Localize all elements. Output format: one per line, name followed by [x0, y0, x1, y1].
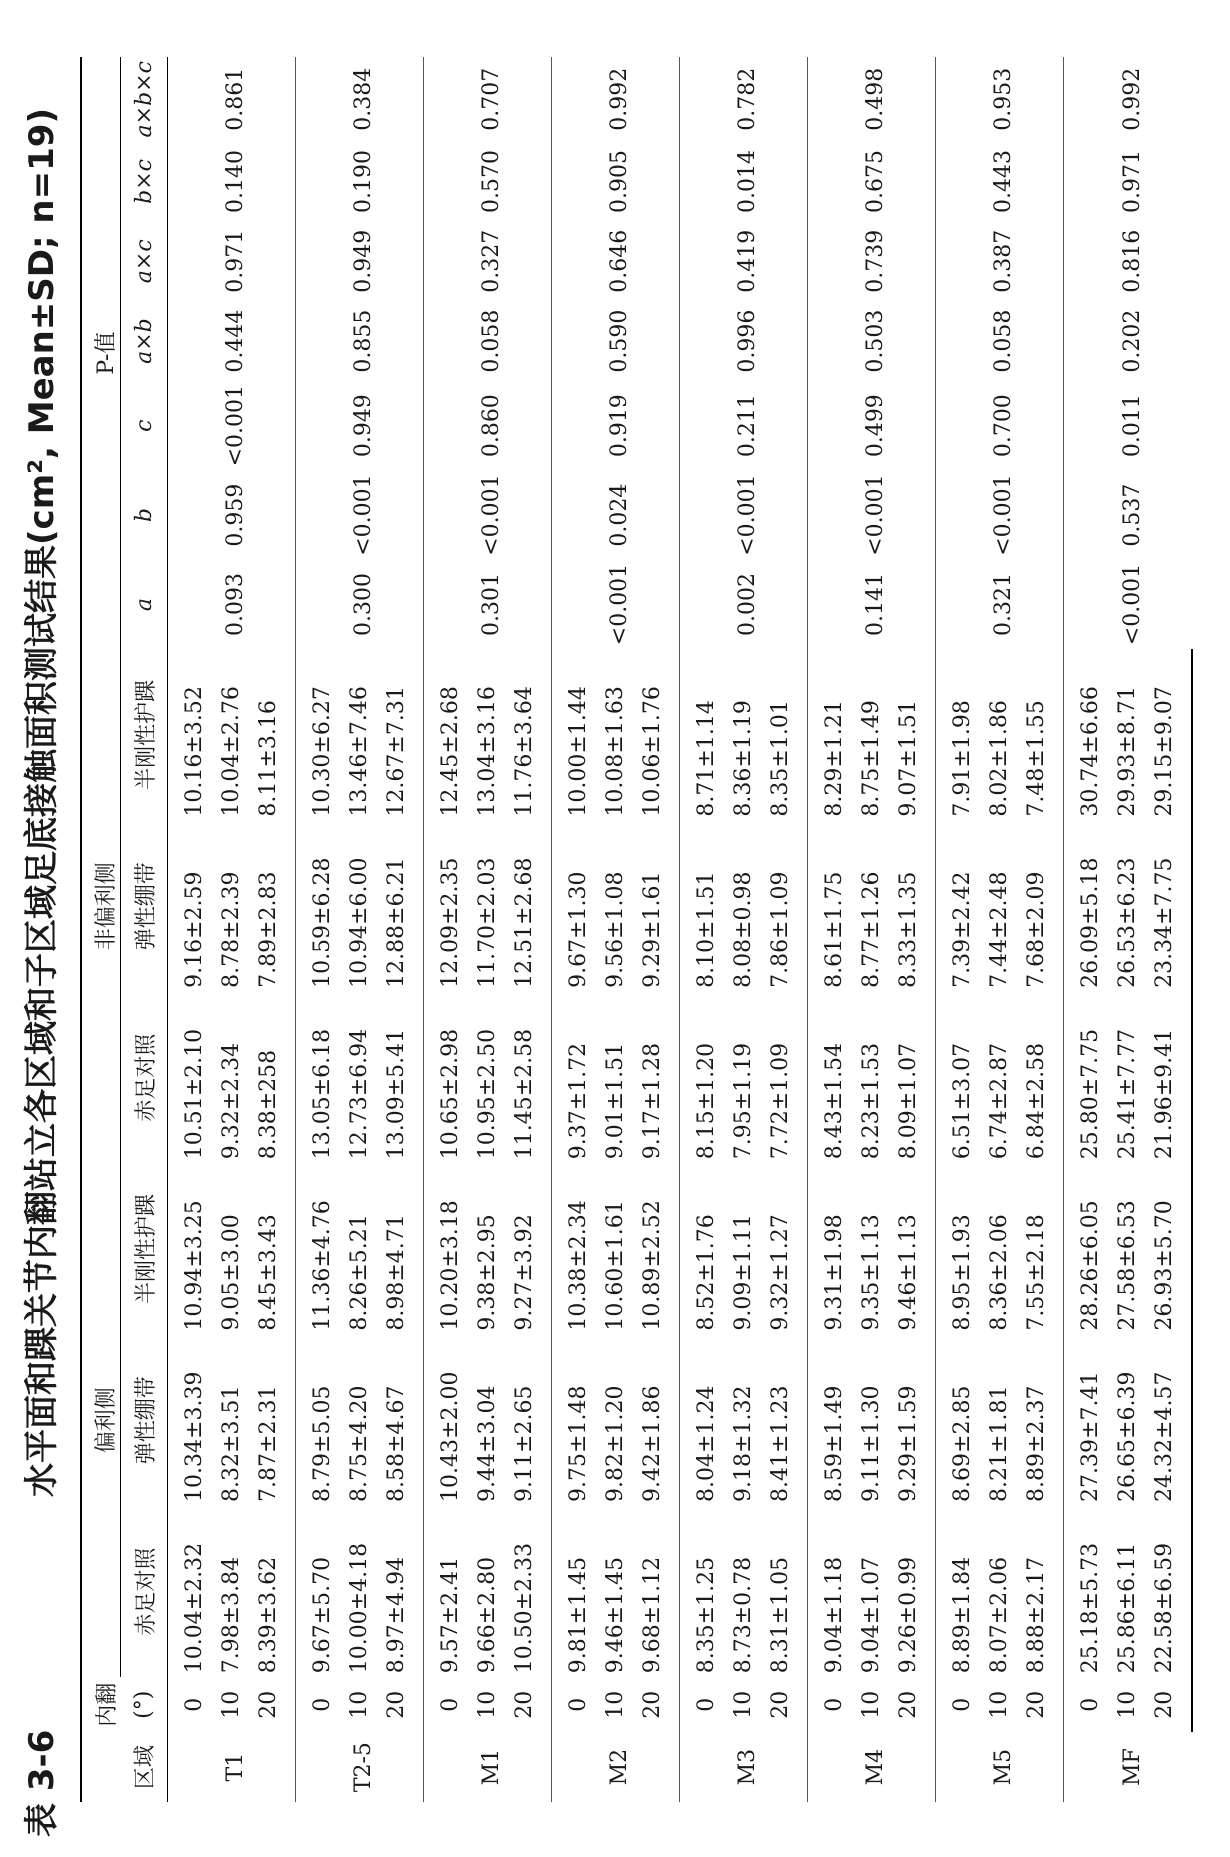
p-value-cell: <0.001	[223, 384, 248, 467]
inversion-angle: 10	[859, 1690, 884, 1719]
nondominant-value: 9.56±1.08	[603, 871, 628, 988]
table-row	[680, 57, 726, 1802]
region-label: MF	[1064, 1732, 1193, 1802]
dominant-value: 27.39±7.41	[1064, 1335, 1110, 1506]
p-value-cell: 0.093	[223, 573, 248, 637]
dominant-value: 8.79±5.05	[296, 1335, 342, 1506]
header-p-c: c	[121, 381, 168, 470]
dominant-value: 8.52±1.76	[680, 1163, 726, 1334]
dominant-value: 22.58±6.59	[1146, 1506, 1192, 1677]
nondominant-value: 7.95±1.19	[731, 1042, 756, 1160]
p-value-cell: 0.202	[1064, 301, 1193, 381]
nondominant-value: 9.32±2.34	[219, 1042, 244, 1160]
p-value-cell: 0.996	[680, 301, 808, 381]
dominant-value: 26.93±5.70	[1146, 1163, 1192, 1334]
inversion-angle: 10	[987, 1690, 1012, 1719]
nondominant-value: 9.16±2.59	[182, 871, 207, 988]
nondominant-value: 10.59±6.28	[296, 821, 342, 992]
nondominant-value: 8.11±3.16	[256, 700, 281, 817]
dominant-value: 8.88±2.17	[1024, 1556, 1049, 1674]
dominant-value: 25.18±5.73	[1064, 1506, 1110, 1677]
dominant-value: 8.04±1.24	[680, 1335, 726, 1506]
table-body	[168, 57, 1193, 1802]
inversion-angle: 10	[475, 1690, 500, 1719]
dominant-value: 10.04±2.32	[182, 1542, 207, 1674]
dominant-value: 8.97±4.94	[384, 1556, 409, 1674]
header-nondominant-side: 非偏利侧	[81, 649, 121, 1163]
header-p-a: a	[121, 560, 168, 649]
nondominant-value: 10.94±6.00	[347, 857, 372, 988]
nondominant-value: 10.95±2.50	[475, 1028, 500, 1160]
header-inversion-top: 内翻	[81, 1677, 121, 1732]
nondominant-value: 8.71±1.14	[680, 649, 726, 820]
nondominant-value: 13.46±7.46	[347, 686, 372, 817]
table-title: 水平面和踝关节内翻站立各区域和子区域足底接触面积测试结果(cm², Mean±SD; n=19)	[22, 108, 62, 1497]
p-value-cell: 0.387	[936, 221, 1064, 301]
nondominant-value: 8.35±1.01	[768, 700, 793, 817]
nondominant-value: 12.45±2.68	[424, 649, 470, 820]
nondominant-value: 23.34±7.75	[1146, 821, 1192, 992]
dominant-value: 8.73±0.78	[731, 1556, 756, 1674]
dominant-value: 8.07±2.06	[987, 1556, 1012, 1674]
nondominant-value: 11.45±2.58	[512, 1028, 537, 1160]
dominant-value: 9.11±1.30	[859, 1385, 884, 1502]
header-dom-barefoot: 赤足对照	[121, 1506, 168, 1677]
dominant-value: 10.38±2.34	[552, 1163, 598, 1334]
inversion-angle: 0	[808, 1677, 854, 1732]
nondominant-value: 26.09±5.18	[1064, 821, 1110, 992]
dominant-value: 26.65±6.39	[1115, 1371, 1140, 1502]
p-value-cell: 0.419	[680, 221, 808, 301]
p-value-cell: 0.211	[680, 381, 808, 470]
nondominant-value: 21.96±9.41	[1146, 992, 1192, 1163]
dominant-value: 8.21±1.81	[987, 1385, 1012, 1502]
header-region-label: 区域	[121, 1732, 168, 1802]
p-value-cell: <0.001	[680, 470, 808, 559]
nondominant-value: 7.39±2.42	[936, 821, 982, 992]
nondominant-value: 8.77±1.26	[859, 871, 884, 988]
nondominant-value: 12.88±6.21	[384, 857, 409, 988]
dominant-value: 10.00±4.18	[347, 1542, 372, 1674]
dominant-value: 9.04±1.18	[808, 1506, 854, 1677]
nondominant-value: 6.74±2.87	[987, 1042, 1012, 1160]
nondominant-value: 12.09±2.35	[424, 821, 470, 992]
p-value-cell: 0.011	[1064, 381, 1193, 470]
table-number: 表 3-6	[22, 1729, 62, 1837]
p-value-cell: 0.499	[808, 381, 936, 470]
dominant-value: 9.35±1.13	[859, 1214, 884, 1331]
p-value-cell: <0.001	[424, 470, 552, 559]
dominant-value: 8.95±1.93	[936, 1163, 982, 1334]
p-value-cell: 0.058	[936, 301, 1064, 381]
p-value-cell: 0.537	[1064, 470, 1193, 559]
p-value-cell: 0.443	[936, 142, 1064, 222]
p-value-cell: 0.971	[223, 229, 248, 293]
nondominant-value: 9.01±1.51	[603, 1042, 628, 1160]
header-dom-elastic-bandage: 弹性绷带	[121, 1335, 168, 1506]
dominant-value: 8.45±3.43	[256, 1214, 281, 1331]
header-nondom-elastic-bandage: 弹性绷带	[121, 821, 168, 992]
nondominant-value: 12.51±2.68	[512, 857, 537, 988]
nondominant-value: 6.51±3.07	[936, 992, 982, 1163]
dominant-value: 9.81±1.45	[552, 1506, 598, 1677]
nondominant-value: 10.16±3.52	[182, 686, 207, 817]
inversion-angle: 20	[512, 1690, 537, 1719]
header-nondom-barefoot: 赤足对照	[121, 992, 168, 1163]
nondominant-value: 8.08±0.98	[731, 871, 756, 988]
dominant-value: 8.41±1.23	[768, 1385, 793, 1502]
dominant-value: 9.75±1.48	[552, 1335, 598, 1506]
nondominant-value: 9.67±1.30	[552, 821, 598, 992]
nondominant-value: 7.48±1.55	[1024, 700, 1049, 817]
nondominant-value: 7.44±2.48	[987, 871, 1012, 988]
inversion-angle: 10	[1115, 1690, 1140, 1719]
header-p-axc: a×c	[121, 221, 168, 301]
nondominant-value: 10.51±2.10	[182, 1028, 207, 1160]
p-value-cell: 0.301	[424, 560, 552, 649]
p-value-cell: 0.570	[424, 142, 552, 222]
inversion-angle: 20	[768, 1690, 793, 1719]
header-dom-semirigid-brace: 半刚性护踝	[121, 1163, 168, 1334]
nondominant-value: 29.15±9.07	[1146, 649, 1192, 820]
dominant-value: 28.26±6.05	[1064, 1163, 1110, 1334]
p-value-cell: 0.816	[1064, 221, 1193, 301]
p-value-cell: 0.646	[552, 221, 680, 301]
dominant-value: 8.39±3.62	[256, 1556, 281, 1674]
dominant-value: 24.32±4.57	[1146, 1335, 1192, 1506]
p-value-cell: 0.590	[552, 301, 680, 381]
nondominant-value: 26.53±6.23	[1115, 857, 1140, 988]
dominant-value: 9.46±1.13	[896, 1214, 921, 1331]
dominant-value: 25.86±6.11	[1115, 1542, 1140, 1674]
p-value-cell: 0.384	[296, 57, 424, 142]
dominant-value: 10.20±3.18	[424, 1163, 470, 1334]
p-value-cell: 0.971	[1064, 142, 1193, 222]
nondominant-value: 8.78±2.39	[219, 871, 244, 988]
p-value-cell: <0.001	[296, 470, 424, 559]
header-p-axbxc: a×b×c	[121, 57, 168, 142]
nondominant-value: 12.67±7.31	[384, 686, 409, 817]
nondominant-value: 11.70±2.03	[475, 857, 500, 988]
nondominant-value: 8.38±258	[256, 1049, 281, 1160]
inversion-angle: 0	[552, 1677, 598, 1732]
p-value-cell: 0.190	[296, 142, 424, 222]
region-label: M3	[680, 1732, 808, 1802]
inversion-angle: 10	[219, 1690, 244, 1719]
dominant-value: 9.11±2.65	[512, 1385, 537, 1502]
dominant-value: 9.04±1.07	[859, 1556, 884, 1674]
nondominant-value: 7.68±2.09	[1024, 871, 1049, 988]
header-nondom-semirigid-brace: 半刚性护踝	[121, 649, 168, 820]
nondominant-value: 8.61±1.75	[808, 821, 854, 992]
nondominant-value: 8.10±1.51	[680, 821, 726, 992]
nondominant-value: 8.33±1.35	[896, 871, 921, 988]
dominant-value: 10.34±3.39	[182, 1371, 207, 1502]
nondominant-value: 25.80±7.75	[1064, 992, 1110, 1163]
inversion-angle: 20	[1024, 1690, 1049, 1719]
dominant-value: 8.36±2.06	[987, 1214, 1012, 1331]
header-region	[81, 1732, 121, 1802]
inversion-angle: 0	[296, 1677, 342, 1732]
dominant-value: 9.26±0.99	[896, 1556, 921, 1674]
dominant-value: 9.09±1.11	[731, 1214, 756, 1331]
p-value-cell: 0.675	[808, 142, 936, 222]
dominant-value: 8.35±1.25	[680, 1506, 726, 1677]
nondominant-value: 29.93±8.71	[1115, 686, 1140, 817]
nondominant-value: 7.89±2.83	[256, 871, 281, 988]
nondominant-value: 13.09±5.41	[384, 1028, 409, 1160]
dominant-value: 8.69±2.85	[936, 1335, 982, 1506]
p-value-cell: 0.300	[296, 560, 424, 649]
dominant-value: 8.89±1.84	[936, 1506, 982, 1677]
dominant-value: 9.82±1.20	[603, 1385, 628, 1502]
dominant-value: 8.89±2.37	[1024, 1385, 1049, 1502]
header-p-axb: a×b	[121, 301, 168, 381]
p-value-cell: 0.014	[680, 142, 808, 222]
p-value-cell: 0.992	[552, 57, 680, 142]
p-value-cell: 0.327	[424, 221, 552, 301]
nondominant-value: 10.08±1.63	[603, 686, 628, 817]
dominant-value: 27.58±6.53	[1115, 1200, 1140, 1331]
nondominant-value: 9.17±1.28	[640, 1042, 665, 1160]
region-label: M5	[936, 1732, 1064, 1802]
p-value-cell: <0.001	[936, 470, 1064, 559]
dominant-value: 8.26±5.21	[347, 1214, 372, 1331]
dominant-value: 9.18±1.32	[731, 1385, 756, 1502]
p-value-cell: <0.001	[808, 470, 936, 559]
dominant-value: 10.43±2.00	[424, 1335, 470, 1506]
inversion-angle: 10	[731, 1690, 756, 1719]
nondominant-value: 8.75±1.49	[859, 700, 884, 817]
dominant-value: 9.27±3.92	[512, 1214, 537, 1331]
nondominant-value: 10.06±1.76	[640, 686, 665, 817]
header-inversion-unit: (°)	[121, 1677, 168, 1732]
p-value-cell: 0.860	[424, 381, 552, 470]
nondominant-value: 7.72±1.09	[768, 1042, 793, 1160]
region-label: T1	[223, 1752, 248, 1782]
p-value-cell: 0.949	[296, 381, 424, 470]
dominant-value: 8.59±1.49	[808, 1335, 854, 1506]
table-row	[424, 57, 470, 1802]
dominant-value: 10.60±1.61	[603, 1200, 628, 1331]
p-value-cell: 0.321	[936, 560, 1064, 649]
table-row	[1064, 57, 1110, 1802]
dominant-value: 8.75±4.20	[347, 1385, 372, 1502]
dominant-value: 9.38±2.95	[475, 1214, 500, 1331]
p-value-cell: 0.141	[808, 560, 936, 649]
dominant-value: 9.32±1.27	[768, 1214, 793, 1331]
table-row	[296, 57, 342, 1802]
nondominant-value: 8.15±1.20	[680, 992, 726, 1163]
p-value-cell: 0.919	[552, 381, 680, 470]
dominant-value: 7.98±3.84	[219, 1556, 244, 1674]
nondominant-value: 12.73±6.94	[347, 1028, 372, 1160]
dominant-value: 9.57±2.41	[424, 1506, 470, 1677]
table-row	[552, 57, 598, 1802]
inversion-angle: 20	[640, 1690, 665, 1719]
p-value-cell: 0.444	[223, 309, 248, 373]
region-label: M4	[808, 1732, 936, 1802]
p-value-cell: 0.861	[223, 67, 248, 131]
dominant-value: 8.98±4.71	[384, 1214, 409, 1331]
p-value-cell: 0.700	[936, 381, 1064, 470]
dominant-value: 9.46±1.45	[603, 1556, 628, 1674]
table-row	[808, 57, 854, 1802]
header-p-bxc: b×c	[121, 142, 168, 222]
nondominant-value: 7.91±1.98	[936, 649, 982, 820]
nondominant-value: 30.74±6.66	[1064, 649, 1110, 820]
table-caption	[22, 17, 62, 1837]
nondominant-value: 10.65±2.98	[424, 992, 470, 1163]
inversion-angle: 20	[384, 1690, 409, 1719]
nondominant-value: 9.07±1.51	[896, 700, 921, 817]
p-value-cell: 0.002	[680, 560, 808, 649]
inversion-angle: 0	[1064, 1677, 1110, 1732]
p-value-cell: <0.001	[552, 560, 680, 649]
nondominant-value: 8.43±1.54	[808, 992, 854, 1163]
p-value-cell: 0.498	[808, 57, 936, 142]
p-value-cell: 0.905	[552, 142, 680, 222]
dominant-value: 8.32±3.51	[219, 1385, 244, 1502]
inversion-angle: 0	[936, 1677, 982, 1732]
nondominant-value: 7.86±1.09	[768, 871, 793, 988]
dominant-value: 11.36±4.76	[296, 1163, 342, 1334]
nondominant-value: 13.05±6.18	[296, 992, 342, 1163]
dominant-value: 7.87±2.31	[256, 1385, 281, 1502]
p-value-cell: 0.140	[223, 149, 248, 213]
inversion-angle: 0	[424, 1677, 470, 1732]
nondominant-value: 10.00±1.44	[552, 649, 598, 820]
dominant-value: 9.42±1.86	[640, 1385, 665, 1502]
nondominant-value: 8.29±1.21	[808, 649, 854, 820]
inversion-angle: 10	[347, 1690, 372, 1719]
results-table	[80, 57, 1193, 1802]
p-value-cell: 0.058	[424, 301, 552, 381]
dominant-value: 10.89±2.52	[640, 1200, 665, 1331]
nondominant-value: 25.41±7.77	[1115, 1028, 1140, 1160]
inversion-angle: 0	[680, 1677, 726, 1732]
nondominant-value: 11.76±3.64	[512, 686, 537, 817]
dominant-value: 9.67±5.70	[296, 1506, 342, 1677]
nondominant-value: 9.29±1.61	[640, 871, 665, 988]
header-dominant-side: 偏利侧	[81, 1163, 121, 1677]
dominant-value: 9.29±1.59	[896, 1385, 921, 1502]
dominant-value: 8.31±1.05	[768, 1556, 793, 1674]
inversion-angle: 0	[182, 1697, 207, 1712]
dominant-value: 9.44±3.04	[475, 1385, 500, 1502]
nondominant-value: 10.30±6.27	[296, 649, 342, 820]
nondominant-value: 10.04±2.76	[219, 686, 244, 817]
nondominant-value: 8.09±1.07	[896, 1042, 921, 1160]
nondominant-value: 8.23±1.53	[859, 1042, 884, 1160]
dominant-value: 9.68±1.12	[640, 1556, 665, 1674]
region-label: M1	[424, 1732, 552, 1802]
p-value-cell: 0.503	[808, 301, 936, 381]
dominant-value: 9.31±1.98	[808, 1163, 854, 1334]
inversion-angle: 10	[603, 1690, 628, 1719]
p-value-cell: 0.992	[1064, 57, 1193, 142]
p-value-cell: 0.855	[296, 301, 424, 381]
nondominant-value: 8.36±1.19	[731, 700, 756, 817]
p-value-cell: 0.707	[424, 57, 552, 142]
p-value-cell: 0.959	[223, 483, 248, 547]
region-label: M2	[552, 1732, 680, 1802]
dominant-value: 9.66±2.80	[475, 1556, 500, 1674]
nondominant-value: 9.37±1.72	[552, 992, 598, 1163]
nondominant-value: 6.84±2.58	[1024, 1042, 1049, 1160]
header-p-b: b	[121, 470, 168, 559]
dominant-value: 10.94±3.25	[182, 1200, 207, 1331]
dominant-value: 7.55±2.18	[1024, 1214, 1049, 1331]
dominant-value: 10.50±2.33	[512, 1542, 537, 1674]
inversion-angle: 20	[896, 1690, 921, 1719]
inversion-angle: 20	[1146, 1677, 1192, 1732]
region-label: T2-5	[296, 1732, 424, 1802]
p-value-cell: 0.782	[680, 57, 808, 142]
p-value-cell: <0.001	[1064, 560, 1193, 649]
inversion-angle: 20	[256, 1690, 281, 1719]
table-row	[168, 57, 214, 1802]
p-value-cell: 0.739	[808, 221, 936, 301]
table-row	[936, 57, 982, 1802]
dominant-value: 8.58±4.67	[384, 1385, 409, 1502]
p-value-cell: 0.953	[936, 57, 1064, 142]
p-value-cell: 0.024	[552, 470, 680, 559]
nondominant-value: 8.02±1.86	[987, 700, 1012, 817]
dominant-value: 9.05±3.00	[219, 1214, 244, 1331]
nondominant-value: 13.04±3.16	[475, 686, 500, 817]
p-value-cell: 0.949	[296, 221, 424, 301]
header-p-value: P-值	[81, 57, 121, 649]
